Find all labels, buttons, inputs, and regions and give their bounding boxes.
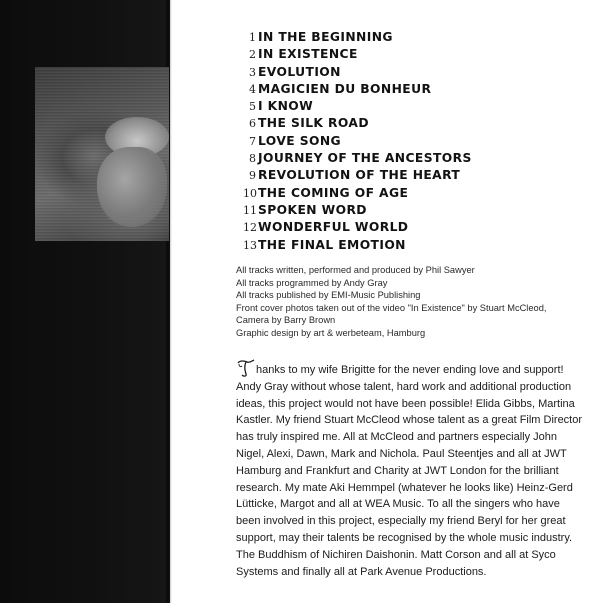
thanks-line [236,358,586,379]
track-title: EVOLUTION [258,64,341,79]
track-item [243,200,472,217]
thanks-line-text: hanks to my wife Brigitte for the never ending love and support! [256,364,564,376]
track-title: IN EXISTENCE [258,47,358,62]
thanks-line: Andy Gray without whose talent, hard work and additional production [236,380,572,393]
track-item [243,96,472,113]
track-number: 11 [243,203,257,217]
thanks-line: Hamburg and Frankfurt and Charity at JWT London for the brilliant [236,464,559,477]
track-item [243,235,472,252]
portrait-photo [35,67,169,241]
track-item [243,165,472,182]
thanks-line: Nigel, Alexi, Dawn, Mark and Nichola. Paul Steentjes and all at JWT [236,447,567,460]
track-title: JOURNEY OF THE ANCESTORS [258,151,472,166]
track-item [243,62,472,79]
track-number: 2 [249,48,256,62]
thanks-line: Kastler. My friend Stuart McCleod whose talent as a great Film Director [236,414,583,427]
track-title: SPOKEN WORD [258,202,367,217]
track-title: MAGICIEN DU BONHEUR [258,81,432,96]
ornamental-drop-cap-t [236,358,256,378]
track-title: WONDERFUL WORLD [258,220,409,235]
track-number: 10 [243,186,257,200]
track-item [243,148,472,165]
portrait-face [97,147,167,227]
thanks-line: ideas, this project would not have been possible! Elida Gibbs, Martina [236,397,575,410]
thanks-line: research. My mate Aki Hemmpel (whatever he looks like) Heinz-Gerd [236,481,573,494]
thanks-line: Lütticke, Margot and all at WEA Music. To all the singers who have [236,498,560,511]
thanks-line: Systems and finally all at Park Avenue Productions. [236,565,487,578]
track-title: THE COMING OF AGE [258,185,409,200]
track-number: 7 [249,134,256,148]
thanks-line: The Buddhism of Nichiren Daishonin. Matt Corson and all at Syco [236,548,556,561]
credits-block [236,264,586,340]
track-title: IN THE BEGINNING [258,30,393,44]
thanks-line: has truly inspired me. All at McCleod and partners especially John [236,431,557,444]
credit-line: All tracks published by EMI-Music Publishing [236,290,421,301]
track-number: 13 [243,238,257,252]
track-number: 5 [249,100,256,114]
track-item [243,27,472,44]
thanks-paragraph [236,358,586,580]
tracklist [243,27,472,252]
track-title: THE FINAL EMOTION [258,237,406,252]
track-item [243,217,472,234]
credit-line: Graphic design by art & werbeteam, Hamburg [236,327,426,338]
track-number: 1 [249,31,256,44]
track-title: REVOLUTION OF THE HEART [258,168,461,183]
track-item [243,113,472,130]
track-item [243,183,472,200]
track-number: 8 [249,152,256,166]
track-number: 6 [249,117,256,131]
track-title: LOVE SONG [258,133,342,148]
credit-line: Front cover photos taken out of the video "In Existence" by Stuart McCleod, [236,302,547,313]
track-title: I KNOW [258,99,314,114]
track-number: 3 [249,65,256,79]
track-number: 4 [249,82,256,96]
track-number: 9 [249,169,256,183]
thanks-line: been involved in this project, especially my friend Beryl for her great [236,515,566,528]
credit-line: All tracks written, performed and produced by Phil Sawyer [236,265,475,275]
track-number: 12 [243,221,257,235]
track-item [243,44,472,61]
credit-line: Camera by Barry Brown [236,315,336,326]
track-title: THE SILK ROAD [258,116,369,131]
thanks-line: support, may their talents be recognised by the whole music industry. [236,531,573,544]
credit-line: All tracks programmed by Andy Gray [236,277,388,288]
track-item [243,79,472,96]
track-item [243,131,472,148]
